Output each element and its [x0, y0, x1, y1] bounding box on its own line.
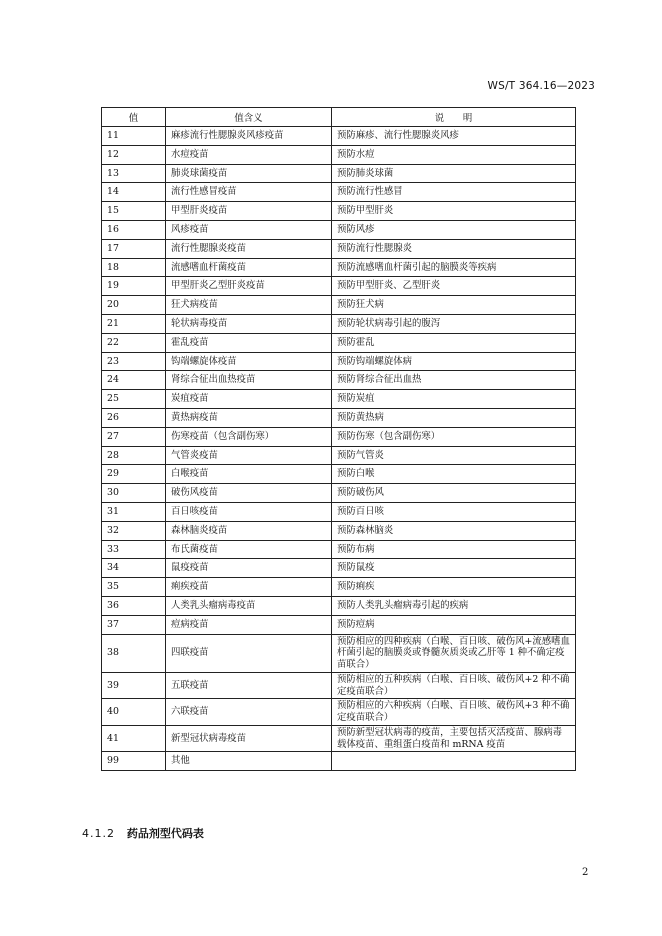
- cell-meaning: 其他: [166, 752, 332, 771]
- cell-value: 27: [102, 427, 166, 446]
- cell-value: 40: [102, 699, 166, 726]
- cell-value: 18: [102, 258, 166, 277]
- page-number: 2: [582, 867, 589, 878]
- cell-value: 36: [102, 596, 166, 615]
- table-row: [102, 277, 576, 296]
- column-header-meaning: 值含义: [166, 108, 332, 127]
- cell-description: 预防麻疹、流行性腮腺炎风疹: [332, 127, 576, 146]
- cell-meaning: 肾综合征出血热疫苗: [166, 371, 332, 390]
- table-row: [102, 559, 576, 578]
- cell-description: 预防相应的五种疾病（白喉、百日咳、破伤风+2 种不确定疫苗联合）: [332, 672, 576, 699]
- cell-description: 预防炭疽: [332, 390, 576, 409]
- cell-meaning: 破伤风疫苗: [166, 484, 332, 503]
- cell-meaning: 霍乱疫苗: [166, 333, 332, 352]
- cell-value: 34: [102, 559, 166, 578]
- cell-meaning: 伤寒疫苗（包含副伤寒）: [166, 427, 332, 446]
- cell-meaning: 新型冠状病毒疫苗: [166, 725, 332, 752]
- cell-description: [332, 752, 576, 771]
- column-header-value: 值: [102, 108, 166, 127]
- table-row: [102, 145, 576, 164]
- cell-meaning: 气管炎疫苗: [166, 446, 332, 465]
- cell-meaning: 痢疾疫苗: [166, 578, 332, 597]
- cell-description: 预防伤寒（包含副伤寒）: [332, 427, 576, 446]
- table-header-row: [102, 108, 576, 127]
- cell-description: 预防相应的四种疾病（白喉、百日咳、破伤风+流感嗜血杆菌引起的脑膜炎或脊髓灰质炎或乙肝等 1 种不确定疫苗联合）: [332, 634, 576, 672]
- table-row: [102, 314, 576, 333]
- cell-meaning: 肺炎球菌疫苗: [166, 164, 332, 183]
- table-row: [102, 296, 576, 315]
- table-row: [102, 127, 576, 146]
- cell-value: 14: [102, 183, 166, 202]
- cell-meaning: 甲型肝炎疫苗: [166, 202, 332, 221]
- cell-meaning: 布氏菌疫苗: [166, 540, 332, 559]
- cell-value: 16: [102, 220, 166, 239]
- cell-meaning: 森林脑炎疫苗: [166, 521, 332, 540]
- cell-meaning: 痘病疫苗: [166, 615, 332, 634]
- cell-meaning: 人类乳头瘤病毒疫苗: [166, 596, 332, 615]
- cell-description: 预防流行性感冒: [332, 183, 576, 202]
- table-row: [102, 446, 576, 465]
- cell-description: 预防肾综合征出血热: [332, 371, 576, 390]
- cell-meaning: 钩端螺旋体疫苗: [166, 352, 332, 371]
- cell-value: 31: [102, 502, 166, 521]
- cell-value: 12: [102, 145, 166, 164]
- table-row: [102, 258, 576, 277]
- cell-description: 预防破伤风: [332, 484, 576, 503]
- cell-description: 预防肺炎球菌: [332, 164, 576, 183]
- table-row: [102, 752, 576, 771]
- cell-value: 20: [102, 296, 166, 315]
- page-header-standard-code: WS/T 364.16—2023: [487, 80, 595, 92]
- cell-meaning: 百日咳疫苗: [166, 502, 332, 521]
- section-title: 药品剂型代码表: [126, 827, 204, 840]
- cell-description: 预防人类乳头瘤病毒引起的疾病: [332, 596, 576, 615]
- cell-description: 预防黄热病: [332, 408, 576, 427]
- cell-description: 预防痢疾: [332, 578, 576, 597]
- table-row: [102, 220, 576, 239]
- cell-value: 30: [102, 484, 166, 503]
- cell-value: 28: [102, 446, 166, 465]
- cell-meaning: 轮状病毒疫苗: [166, 314, 332, 333]
- table-row: [102, 390, 576, 409]
- table-row: [102, 352, 576, 371]
- cell-value: 33: [102, 540, 166, 559]
- cell-value: 37: [102, 615, 166, 634]
- table-row: [102, 725, 576, 752]
- table-row: [102, 202, 576, 221]
- cell-description: 预防百日咳: [332, 502, 576, 521]
- cell-meaning: 鼠疫疫苗: [166, 559, 332, 578]
- section-heading: [82, 825, 204, 841]
- cell-description: 预防布病: [332, 540, 576, 559]
- cell-meaning: 五联疫苗: [166, 672, 332, 699]
- cell-value: 39: [102, 672, 166, 699]
- cell-meaning: 黄热病疫苗: [166, 408, 332, 427]
- cell-value: 26: [102, 408, 166, 427]
- cell-description: 预防狂犬病: [332, 296, 576, 315]
- table-row: [102, 408, 576, 427]
- cell-value: 35: [102, 578, 166, 597]
- cell-description: 预防甲型肝炎、乙型肝炎: [332, 277, 576, 296]
- cell-description: 预防痘病: [332, 615, 576, 634]
- table-row: [102, 333, 576, 352]
- cell-description: 预防森林脑炎: [332, 521, 576, 540]
- cell-description: 预防流感嗜血杆菌引起的脑膜炎等疾病: [332, 258, 576, 277]
- cell-description: 预防白喉: [332, 465, 576, 484]
- cell-value: 23: [102, 352, 166, 371]
- cell-description: 预防新型冠状病毒的疫苗，主要包括灭活疫苗、腺病毒载体疫苗、重组蛋白疫苗和 mRNA 疫苗: [332, 725, 576, 752]
- cell-description: 预防相应的六种疾病（白喉、百日咳、破伤风+3 种不确定疫苗联合）: [332, 699, 576, 726]
- table-row: [102, 239, 576, 258]
- cell-description: 预防钩端螺旋体病: [332, 352, 576, 371]
- cell-description: 预防霍乱: [332, 333, 576, 352]
- cell-meaning: 炭疽疫苗: [166, 390, 332, 409]
- cell-meaning: 四联疫苗: [166, 634, 332, 672]
- table-row: [102, 502, 576, 521]
- cell-description: 预防甲型肝炎: [332, 202, 576, 221]
- table-row: [102, 596, 576, 615]
- vaccine-code-table: [101, 107, 576, 771]
- cell-description: 预防风疹: [332, 220, 576, 239]
- cell-value: 19: [102, 277, 166, 296]
- cell-value: 99: [102, 752, 166, 771]
- cell-meaning: 六联疫苗: [166, 699, 332, 726]
- section-number: 4.1.2: [82, 827, 115, 840]
- table-row: [102, 427, 576, 446]
- cell-meaning: 流行性腮腺炎疫苗: [166, 239, 332, 258]
- cell-meaning: 甲型肝炎乙型肝炎疫苗: [166, 277, 332, 296]
- table-body: [102, 127, 576, 771]
- cell-value: 17: [102, 239, 166, 258]
- cell-value: 21: [102, 314, 166, 333]
- cell-meaning: 白喉疫苗: [166, 465, 332, 484]
- cell-value: 22: [102, 333, 166, 352]
- table-row: [102, 540, 576, 559]
- cell-description: 预防水痘: [332, 145, 576, 164]
- column-header-description: 说 明: [332, 108, 576, 127]
- cell-description: 预防气管炎: [332, 446, 576, 465]
- table-row: [102, 699, 576, 726]
- table-row: [102, 521, 576, 540]
- table-row: [102, 371, 576, 390]
- cell-meaning: 麻疹流行性腮腺炎风疹疫苗: [166, 127, 332, 146]
- cell-value: 41: [102, 725, 166, 752]
- cell-value: 13: [102, 164, 166, 183]
- cell-value: 15: [102, 202, 166, 221]
- table-row: [102, 672, 576, 699]
- cell-description: 预防流行性腮腺炎: [332, 239, 576, 258]
- cell-description: 预防鼠疫: [332, 559, 576, 578]
- table-row: [102, 615, 576, 634]
- cell-value: 29: [102, 465, 166, 484]
- cell-description: 预防轮状病毒引起的腹泻: [332, 314, 576, 333]
- cell-meaning: 流行性感冒疫苗: [166, 183, 332, 202]
- table-row: [102, 634, 576, 672]
- table-row: [102, 578, 576, 597]
- cell-value: 24: [102, 371, 166, 390]
- cell-meaning: 流感嗜血杆菌疫苗: [166, 258, 332, 277]
- table-row: [102, 183, 576, 202]
- cell-meaning: 狂犬病疫苗: [166, 296, 332, 315]
- cell-value: 32: [102, 521, 166, 540]
- table-row: [102, 484, 576, 503]
- cell-value: 11: [102, 127, 166, 146]
- cell-meaning: 水痘疫苗: [166, 145, 332, 164]
- cell-meaning: 风疹疫苗: [166, 220, 332, 239]
- cell-value: 38: [102, 634, 166, 672]
- table-row: [102, 465, 576, 484]
- table-row: [102, 164, 576, 183]
- cell-value: 25: [102, 390, 166, 409]
